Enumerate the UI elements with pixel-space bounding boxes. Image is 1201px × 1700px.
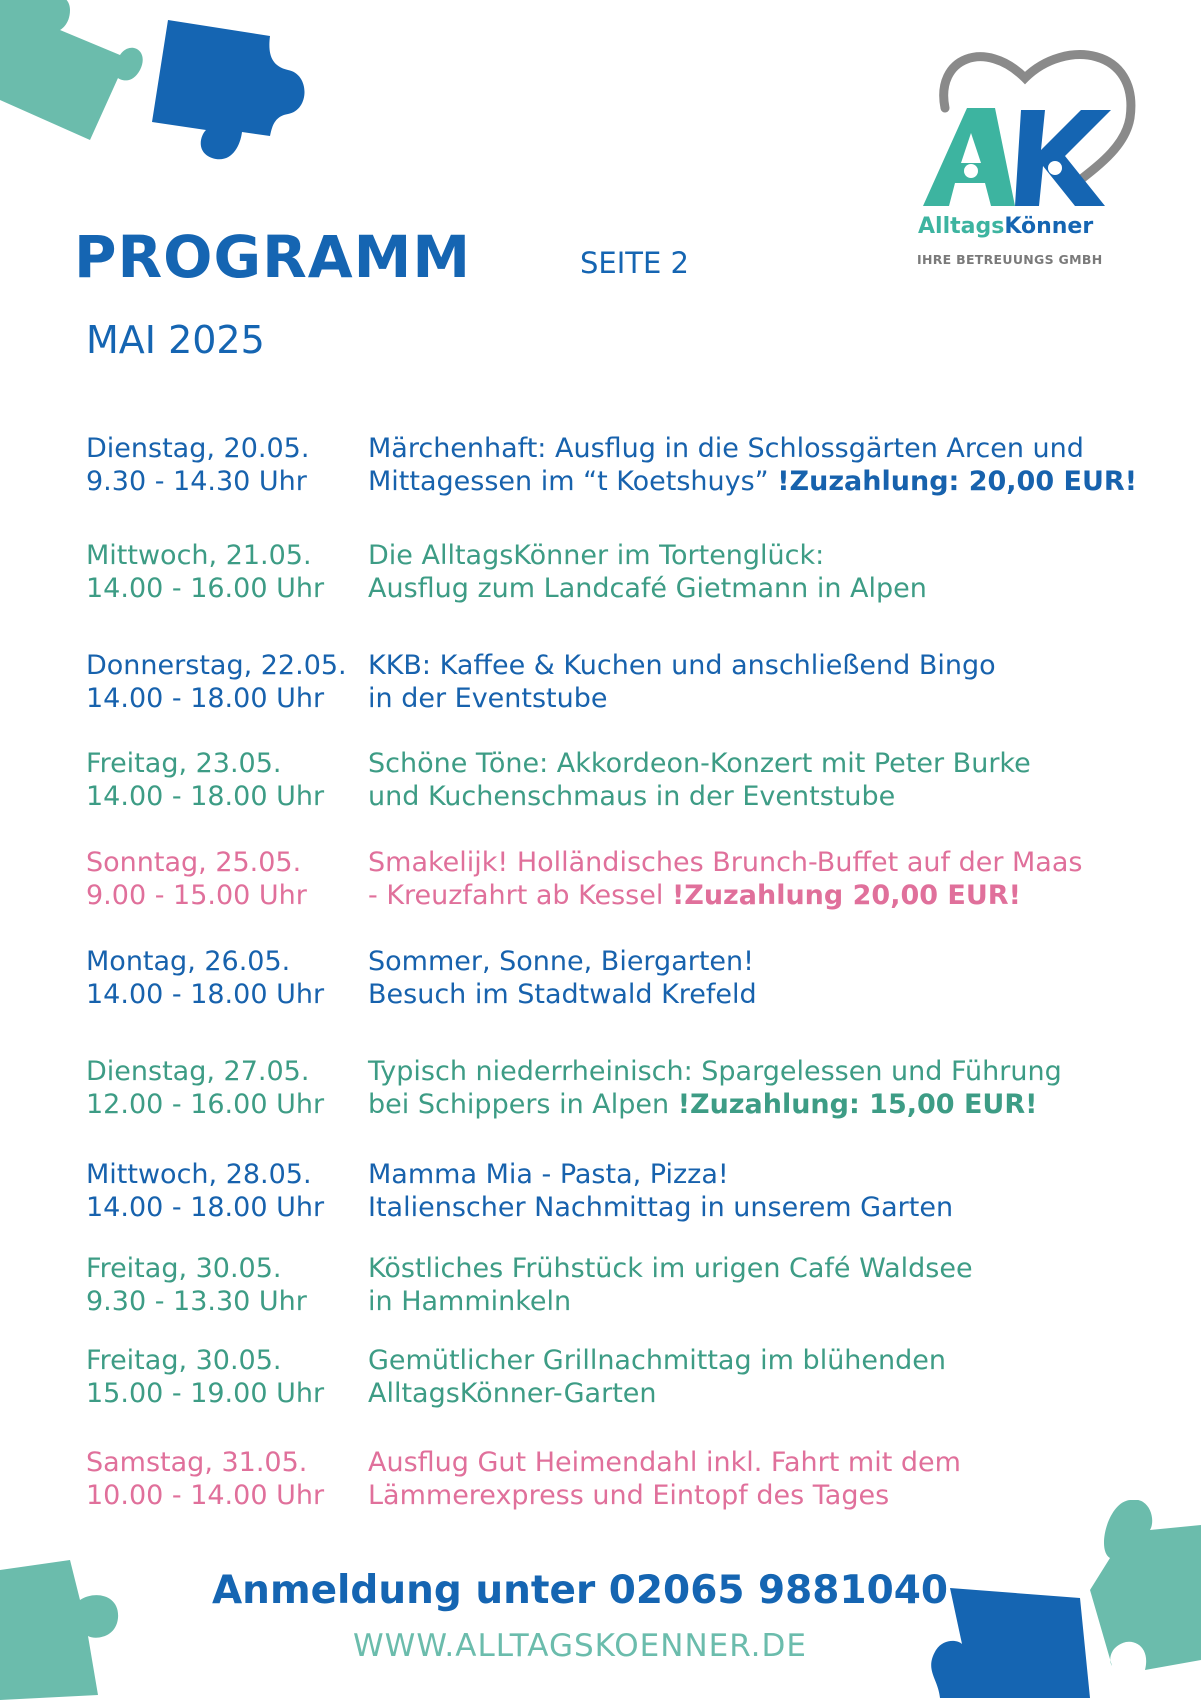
event-description-line1: Typisch niederrheinisch: Spargelessen und Führung xyxy=(368,1056,1062,1087)
event-day: Montag, 26.05. xyxy=(86,946,291,977)
event-description xyxy=(368,1252,973,1318)
event-time: 14.00 - 18.00 Uhr xyxy=(86,1192,325,1223)
event-date xyxy=(86,539,324,605)
logo-brand-part2: Könner xyxy=(1004,214,1094,239)
event-day: Dienstag, 27.05. xyxy=(86,1056,310,1087)
event-day: Freitag, 30.05. xyxy=(86,1253,282,1284)
event-description-line2 xyxy=(368,879,1082,912)
event-time: 14.00 - 18.00 Uhr xyxy=(86,979,325,1010)
event-date xyxy=(86,1158,324,1224)
event-date xyxy=(86,649,347,715)
website-link[interactable]: WWW.ALLTAGSKOENNER.DE xyxy=(353,1628,807,1664)
event-date xyxy=(86,1446,324,1512)
event-time: 9.00 - 15.00 Uhr xyxy=(86,880,307,911)
event-day: Mittwoch, 21.05. xyxy=(86,540,312,571)
event-description xyxy=(368,846,1082,912)
event-description xyxy=(368,1446,961,1512)
event-description-line2-text: - Kreuzfahrt ab Kessel xyxy=(368,880,672,911)
event-description-line2-text: und Kuchenschmaus in der Eventstube xyxy=(368,781,896,812)
event-description-line2 xyxy=(368,682,996,715)
event-description-line2 xyxy=(368,1285,973,1318)
registration-phone: Anmeldung unter 02065 9881040 xyxy=(212,1568,948,1613)
event-day: Dienstag, 20.05. xyxy=(86,433,310,464)
event-date xyxy=(86,1055,324,1121)
logo-brand-part1: Alltags xyxy=(918,214,1005,239)
event-date xyxy=(86,945,324,1011)
event-description xyxy=(368,945,757,1011)
event-description-line1: Smakelijk! Holländisches Brunch-Buffet auf der Maas xyxy=(368,847,1083,878)
event-date xyxy=(86,432,309,498)
alltagskoenner-logo-icon xyxy=(905,38,1145,218)
event-description-line2-text: Italienscher Nachmittag in unserem Garten xyxy=(368,1192,954,1223)
event-date xyxy=(86,1252,307,1318)
event-description-line2-text: in der Eventstube xyxy=(368,683,608,714)
event-date xyxy=(86,747,324,813)
event-description xyxy=(368,1344,946,1410)
event-description xyxy=(368,649,996,715)
event-description-line2 xyxy=(368,1377,946,1410)
event-day: Freitag, 23.05. xyxy=(86,748,282,779)
event-description-line1: Schöne Töne: Akkordeon-Konzert mit Peter Burke xyxy=(368,748,1031,779)
surcharge-note: !Zuzahlung: 15,00 EUR! xyxy=(677,1089,1038,1120)
event-day: Sonntag, 25.05. xyxy=(86,847,302,878)
event-description-line1: Mamma Mia - Pasta, Pizza! xyxy=(368,1159,729,1190)
event-date xyxy=(86,1344,324,1410)
event-date xyxy=(86,846,307,912)
event-time: 9.30 - 14.30 Uhr xyxy=(86,466,307,497)
event-time: 15.00 - 19.00 Uhr xyxy=(86,1378,325,1409)
event-description-line2-text: bei Schippers in Alpen xyxy=(368,1089,678,1120)
event-day: Donnerstag, 22.05. xyxy=(86,650,347,681)
event-description-line2 xyxy=(368,978,757,1011)
event-description xyxy=(368,432,1137,498)
event-description-line1: Märchenhaft: Ausflug in die Schlossgärten Arcen und xyxy=(368,433,1084,464)
event-description-line2-text: in Hamminkeln xyxy=(368,1286,572,1317)
event-description-line1: Sommer, Sonne, Biergarten! xyxy=(368,946,754,977)
event-description-line2-text: Besuch im Stadtwald Krefeld xyxy=(368,979,757,1010)
event-time: 12.00 - 16.00 Uhr xyxy=(86,1089,325,1120)
event-description-line2 xyxy=(368,465,1137,498)
event-description xyxy=(368,1055,1062,1121)
surcharge-note: !Zuzahlung 20,00 EUR! xyxy=(671,880,1021,911)
event-description-line2-text: Ausflug zum Landcafé Gietmann in Alpen xyxy=(368,573,927,604)
month-heading: MAI 2025 xyxy=(86,318,265,362)
event-description-line2-text: Lämmerexpress und Eintopf des Tages xyxy=(368,1480,890,1511)
puzzle-piece-teal-top-left xyxy=(0,0,150,150)
event-description-line1: Ausflug Gut Heimendahl inkl. Fahrt mit dem xyxy=(368,1447,961,1478)
event-description-line1: KKB: Kaffee & Kuchen und anschließend Bingo xyxy=(368,650,996,681)
event-time: 10.00 - 14.00 Uhr xyxy=(86,1480,325,1511)
logo-brand-name xyxy=(918,214,1093,239)
event-description xyxy=(368,1158,953,1224)
event-description-line2-text: AlltagsKönner-Garten xyxy=(368,1378,657,1409)
surcharge-note: !Zuzahlung: 20,00 EUR! xyxy=(777,466,1138,497)
event-description-line2 xyxy=(368,572,927,605)
event-description-line2 xyxy=(368,1479,961,1512)
event-description xyxy=(368,539,927,605)
event-time: 14.00 - 18.00 Uhr xyxy=(86,683,325,714)
event-description-line2 xyxy=(368,1088,1062,1121)
event-description-line1: Die AlltagsKönner im Tortenglück: xyxy=(368,540,825,571)
event-day: Mittwoch, 28.05. xyxy=(86,1159,312,1190)
event-description xyxy=(368,747,1031,813)
event-description-line1: Köstliches Frühstück im urigen Café Waldsee xyxy=(368,1253,973,1284)
event-day: Freitag, 30.05. xyxy=(86,1345,282,1376)
event-time: 14.00 - 18.00 Uhr xyxy=(86,781,325,812)
event-description-line2 xyxy=(368,1191,953,1224)
event-description-line2 xyxy=(368,780,1031,813)
puzzle-piece-blue-top xyxy=(150,18,310,168)
event-time: 14.00 - 16.00 Uhr xyxy=(86,573,325,604)
page-title: PROGRAMM xyxy=(74,223,472,291)
event-description-line2-text: Mittagessen im “t Koetshuys” xyxy=(368,466,778,497)
logo-subtitle: IHRE BETREUUNGS GMBH xyxy=(917,252,1103,267)
event-day: Samstag, 31.05. xyxy=(86,1447,308,1478)
event-description-line1: Gemütlicher Grillnachmittag im blühenden xyxy=(368,1345,947,1376)
page-number-label: SEITE 2 xyxy=(580,246,689,280)
event-time: 9.30 - 13.30 Uhr xyxy=(86,1286,307,1317)
